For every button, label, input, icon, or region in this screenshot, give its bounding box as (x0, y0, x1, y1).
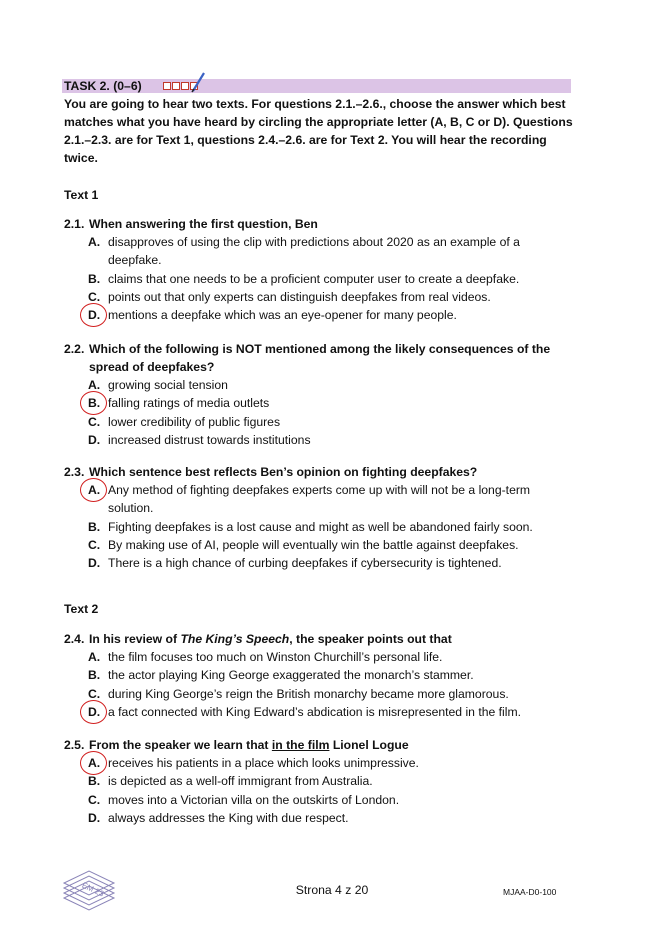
option-letter: A. (88, 378, 101, 392)
question-stem (64, 630, 574, 648)
option-letter: B. (88, 668, 101, 683)
question-2-4 (64, 630, 574, 721)
option-text: growing social tension (108, 378, 228, 392)
question-text: Which of the following is NOT mentioned among the likely consequences of the spread of deepfakes? (89, 342, 551, 374)
option-text: By making use of AI, people will eventually win the battle against deepfakes. (108, 537, 519, 552)
option-b[interactable] (64, 518, 574, 536)
option-text: claims that one needs to be a proficient computer user to create a deepfake. (108, 271, 520, 286)
option-text: Any method of fighting deepfakes experts come up with will not be a long-term solution. (108, 483, 531, 516)
option-letter: C. (88, 792, 101, 807)
question-text-part: , the speaker points out that (289, 632, 452, 646)
option-text: disapproves of using the clip with predictions about 2020 as an example of a deepfake. (108, 235, 520, 268)
option-b[interactable] (64, 666, 574, 684)
underlined-phrase: in the film (271, 738, 330, 752)
task-instructions: You are going to hear two texts. For questions 2.1.–2.6., choose the answer which best matches what you have heard by circling the appropriate letter (A, B, C or D). Questions 2.1.–2.3. are for Text 1, questions 2.4.–2.6. are for Text 2. You will hear the recording twice. (64, 97, 573, 165)
option-d[interactable] (64, 809, 574, 827)
option-c[interactable] (64, 791, 574, 809)
option-letter: D. (88, 556, 101, 571)
question-2-1 (64, 215, 574, 324)
question-text: Which sentence best reflects Ben’s opinion on fighting deepfakes? (89, 465, 478, 479)
option-letter: D. (88, 810, 101, 825)
score-box (163, 82, 171, 90)
option-a[interactable] (64, 376, 574, 394)
option-letter: C. (88, 686, 101, 701)
option-letter: C. (88, 289, 101, 304)
option-text: falling ratings of media outlets (108, 396, 270, 411)
option-b-circled[interactable] (64, 394, 574, 412)
option-c[interactable] (64, 288, 574, 306)
question-2-3 (64, 463, 574, 572)
option-a-circled[interactable] (64, 481, 574, 518)
question-stem (64, 736, 574, 754)
question-2-5 (64, 736, 574, 827)
option-letter: B. (88, 774, 101, 789)
option-text: lower credibility of public figures (108, 414, 281, 429)
option-letter: C. (88, 414, 101, 429)
question-number: 2.1. (64, 217, 85, 231)
option-a-circled[interactable] (64, 754, 574, 772)
question-2-2 (64, 340, 574, 449)
option-letter: D. (88, 703, 100, 721)
option-text: the film focuses too much on Winston Churchill’s personal life. (108, 650, 443, 664)
score-box (172, 82, 180, 90)
option-text: increased distrust towards institutions (108, 432, 311, 447)
logo-text: EM 23 (80, 880, 106, 899)
option-text: the actor playing King George exaggerated the monarch’s stammer. (108, 668, 474, 683)
question-text: When answering the first question, Ben (89, 217, 318, 231)
option-letter: B. (88, 271, 101, 286)
question-stem (64, 215, 574, 233)
option-text: a fact connected with King Edward’s abdication is misrepresented in the film. (108, 704, 522, 719)
option-text: moves into a Victorian villa on the outskirts of London. (108, 792, 400, 807)
option-a[interactable] (64, 648, 574, 666)
question-text-part: In his review of (89, 632, 181, 646)
option-letter: D. (88, 432, 101, 447)
option-d-circled[interactable] (64, 703, 574, 721)
question-number: 2.2. (64, 342, 85, 356)
task-title: TASK 2. (0–6) (64, 79, 142, 93)
option-text: There is a high chance of curbing deepfakes if cybersecurity is tightened. (108, 556, 502, 571)
option-letter: C. (88, 537, 101, 552)
question-number: 2.4. (64, 632, 85, 646)
pencil-icon (191, 71, 207, 93)
option-letter: B. (88, 394, 100, 412)
text2-heading: Text 2 (64, 602, 99, 616)
film-title: The King’s Speech (180, 632, 290, 646)
option-d[interactable] (64, 431, 574, 449)
question-text-part: From the speaker we learn that (89, 738, 272, 752)
option-c[interactable] (64, 536, 574, 554)
option-text: always addresses the King with due respect. (108, 810, 349, 825)
option-letter: A. (88, 650, 101, 664)
option-text: Fighting deepfakes is a lost cause and might as well be abandoned fairly soon. (108, 519, 533, 534)
option-letter: A. (88, 754, 100, 772)
option-text: is depicted as a well-off immigrant from Australia. (108, 774, 373, 789)
option-b[interactable] (64, 270, 574, 288)
option-d[interactable] (64, 554, 574, 572)
option-letter: A. (88, 481, 100, 499)
exam-code: MJAA-D0-100 (503, 887, 557, 897)
option-c[interactable] (64, 413, 574, 431)
option-b[interactable] (64, 772, 574, 790)
option-letter: B. (88, 519, 101, 534)
option-d-circled[interactable] (64, 306, 574, 324)
question-stem (64, 340, 574, 376)
question-text (89, 736, 559, 754)
question-text (89, 630, 559, 648)
option-text: mentions a deepfake which was an eye-opener for many people. (108, 308, 457, 323)
option-text: during King George’s reign the British monarchy became more glamorous. (108, 686, 509, 701)
question-number: 2.5. (64, 738, 85, 752)
score-box (181, 82, 189, 90)
question-number: 2.3. (64, 465, 85, 479)
option-letter: D. (88, 306, 100, 324)
question-text-part: Lionel Logue (329, 738, 409, 752)
option-text: receives his patients in a place which looks unimpressive. (108, 756, 419, 770)
question-stem (64, 463, 574, 481)
page-number: Strona 4 z 20 (295, 883, 369, 897)
option-a[interactable] (64, 233, 574, 270)
text1-heading: Text 1 (64, 188, 99, 202)
option-letter: A. (88, 235, 101, 249)
option-text: points out that only experts can distinguish deepfakes from real videos. (108, 289, 491, 304)
option-c[interactable] (64, 685, 574, 703)
